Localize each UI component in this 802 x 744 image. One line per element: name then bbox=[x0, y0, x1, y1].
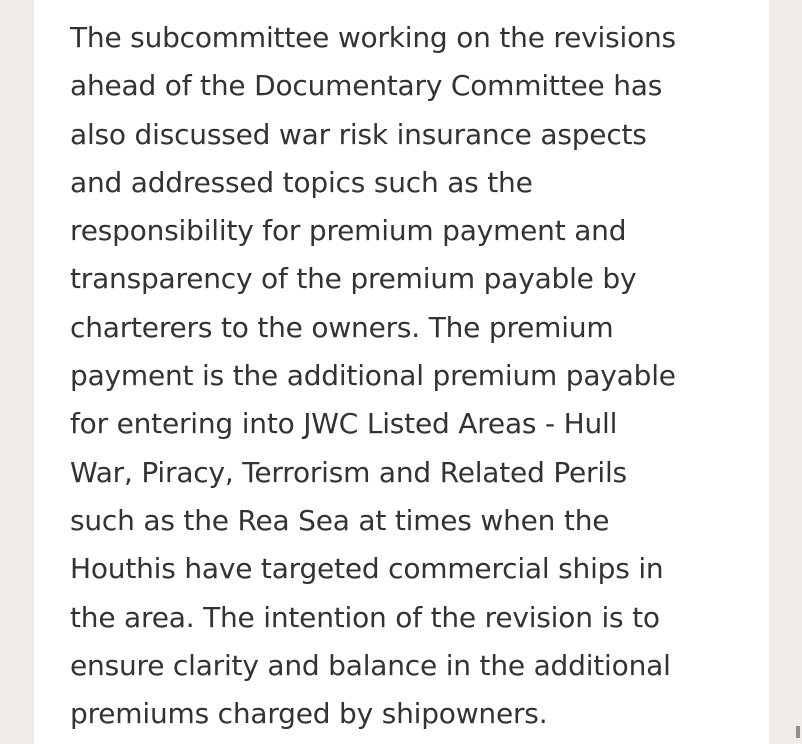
paragraph-line: for entering into JWC Listed Areas - Hull bbox=[70, 407, 618, 441]
article-paragraph bbox=[70, 14, 760, 738]
paragraph-line: also discussed war risk insurance aspects bbox=[70, 117, 647, 151]
paragraph-line: responsibility for premium payment and bbox=[70, 214, 627, 248]
paragraph-line: Houthis have targeted commercial ships in bbox=[70, 552, 664, 586]
paragraph-line: charterers to the owners. The premium bbox=[70, 310, 614, 344]
paragraph-line: premiums charged by shipowners. bbox=[70, 697, 548, 731]
paragraph-line: payment is the additional premium payable bbox=[70, 359, 676, 393]
article-panel bbox=[34, 0, 769, 744]
paragraph-line: ahead of the Documentary Committee has bbox=[70, 69, 663, 103]
paragraph-line: and addressed topics such as the bbox=[70, 165, 533, 199]
paragraph-line: ensure clarity and balance in the additional bbox=[70, 648, 671, 682]
paragraph-line: the area. The intention of the revision is to bbox=[70, 600, 660, 634]
paragraph-line: transparency of the premium payable by bbox=[70, 262, 637, 296]
paragraph-line: War, Piracy, Terrorism and Related Perils bbox=[70, 455, 627, 489]
scrollbar-thumb[interactable] bbox=[796, 726, 800, 738]
paragraph-line: The subcommittee working on the revisions bbox=[70, 21, 676, 54]
paragraph-line: such as the Rea Sea at times when the bbox=[70, 503, 610, 537]
